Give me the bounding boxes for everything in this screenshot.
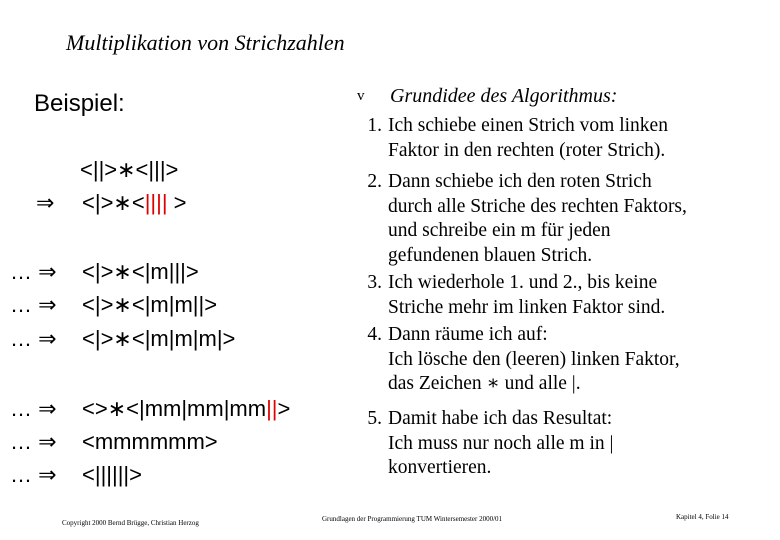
expression-tail: > bbox=[277, 396, 291, 421]
expression-line bbox=[10, 326, 235, 352]
slide-title: Multiplikation von Strichzahlen bbox=[66, 30, 345, 55]
expression-text: <|>∗<|m|m|m|> bbox=[82, 326, 236, 351]
expression-line bbox=[10, 429, 218, 455]
implies-prefix: … ⇒ bbox=[10, 429, 57, 454]
expression-text: <||>∗<|||> bbox=[80, 157, 179, 182]
step-line: das Zeichen ∗ und alle |. bbox=[388, 373, 581, 394]
expression-text: <>∗<|mm|mm|mm bbox=[82, 396, 267, 421]
expression-line bbox=[10, 292, 217, 318]
step-number: 2. bbox=[367, 171, 382, 192]
step-line: Dann schiebe ich den roten Strich bbox=[388, 171, 652, 192]
expression-text: <||||||> bbox=[82, 462, 142, 487]
expression-text: <|>∗<|m|m||> bbox=[82, 292, 218, 317]
implies-prefix: … ⇒ bbox=[10, 292, 57, 317]
implies-prefix: … ⇒ bbox=[10, 326, 57, 351]
step-line: Damit habe ich das Resultat: bbox=[388, 408, 613, 429]
footer-copyright: Copyright 2000 Bernd Brügge, Christian Herzog bbox=[62, 519, 199, 527]
expression-tail: > bbox=[167, 190, 187, 215]
footer-slide-number: Kapitel 4, Folie 14 bbox=[676, 513, 729, 521]
implies-prefix: … ⇒ bbox=[10, 396, 57, 421]
expression-text: <|>∗<|m|||> bbox=[82, 259, 199, 284]
step-number: 4. bbox=[367, 324, 382, 345]
footer-course: Grundlagen der Programmierung TUM Wintersemester 2000/01 bbox=[322, 515, 503, 523]
step-line: Striche mehr im linken Faktor sind. bbox=[388, 296, 666, 318]
step-line: Ich lösche den (leeren) linken Faktor, bbox=[388, 348, 680, 370]
step-line: Ich muss nur noch alle m in | bbox=[388, 432, 614, 454]
implies-prefix: … ⇒ bbox=[10, 259, 57, 284]
expression-line bbox=[80, 157, 178, 183]
step-number: 3. bbox=[367, 272, 382, 293]
step-line: Ich schiebe einen Strich vom linken bbox=[388, 115, 668, 136]
step-line: durch alle Striche des rechten Faktors, bbox=[388, 195, 687, 217]
step-line: Ich wiederhole 1. und 2., bis keine bbox=[388, 272, 658, 293]
expression-line bbox=[10, 462, 142, 488]
algorithm-heading: Grundidee des Algorithmus: bbox=[390, 85, 618, 107]
expression-line bbox=[10, 259, 199, 285]
step-line: konvertieren. bbox=[388, 457, 492, 478]
expression-text: <mmmmmm> bbox=[82, 429, 218, 454]
step-line: gefundenen blauen Strich. bbox=[388, 244, 593, 266]
step-line: Faktor in den rechten (roter Strich). bbox=[388, 139, 666, 161]
expression-line bbox=[36, 190, 187, 216]
implies-prefix: … ⇒ bbox=[10, 462, 57, 487]
step-line: Dann räume ich auf: bbox=[388, 324, 548, 345]
expression-highlight: |||| bbox=[144, 190, 168, 215]
bullet-icon: v bbox=[357, 88, 365, 104]
expression-text: <|>∗< bbox=[82, 190, 145, 215]
implies-prefix: ⇒ bbox=[36, 190, 55, 215]
expression-highlight: || bbox=[266, 396, 278, 421]
expression-line bbox=[10, 396, 290, 422]
step-line: und schreibe ein m für jeden bbox=[388, 220, 611, 241]
step-number: 1. bbox=[367, 115, 382, 136]
step-number: 5. bbox=[367, 408, 382, 429]
example-label: Beispiel: bbox=[34, 90, 125, 117]
